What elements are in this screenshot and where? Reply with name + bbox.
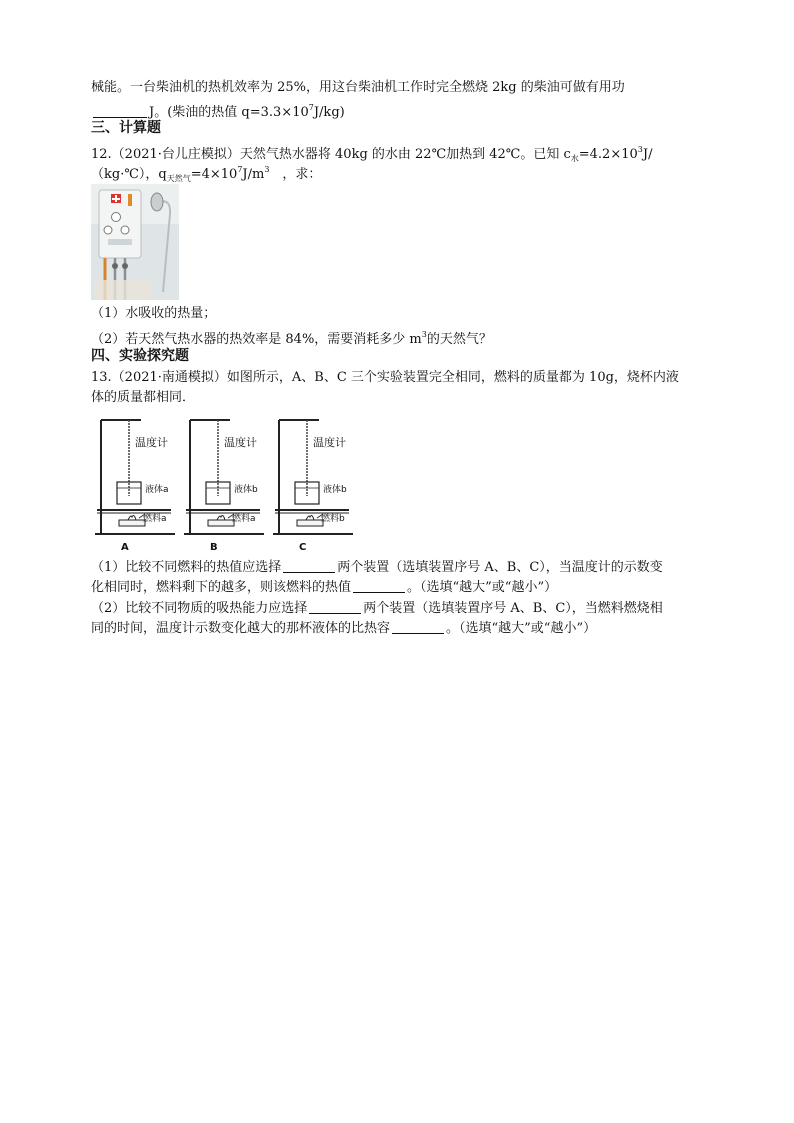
superscript: 3 [421,330,427,339]
text: 。（选填“越大”或“越小”） [446,621,597,636]
superscript: 3 [264,165,270,174]
superscript: 7 [308,103,314,112]
text: 。（选填“越大”或“越小”） [407,580,558,595]
knob-top [112,213,121,222]
text: 两个装置（选填装置序号 A、B、C），当燃料燃烧相 [363,601,663,616]
answer-blank[interactable] [93,104,147,118]
knob-left [104,226,112,234]
shower-head [151,193,163,211]
thermometer-label: 温度计 [313,436,346,449]
fuel-label: 燃料a [232,514,256,524]
text: （kg·℃），q [91,167,167,182]
text: =4.2×10 [578,147,638,162]
liquid-label: 液体b [323,485,347,495]
fuel-label: 燃料b [321,514,345,524]
text: （2）比较不同物质的吸热能力应选择 [91,601,308,616]
text: 两个装置（选填装置序号 A、B、C），当温度计的示数变 [337,560,663,575]
answer-blank[interactable] [392,620,444,634]
knob-right [121,226,129,234]
text: 械能。一台柴油机的热机效率为 25%，用这台柴油机工作时完全燃烧 2kg 的柴油可做有用功 [91,80,625,95]
section-heading-calc: 三、计算题 [91,120,161,136]
flame [217,516,225,520]
text: J/kg) [313,105,345,120]
answer-blank[interactable] [353,579,405,593]
text: 化相同时，燃料剩下的越多，则该燃料的热值 [91,580,352,595]
flame-marker [128,194,132,206]
text: J/ [642,147,653,162]
burner [208,520,234,526]
text: 同的时间，温度计示数变化越大的那杯液体的比热容 [91,621,391,636]
q13-line-2: 体的质量都相同． [91,390,196,405]
prev-question-line-1 [91,78,625,98]
thermometer-label: 温度计 [135,436,168,449]
liquid-label: 液体a [145,485,169,495]
answer-blank[interactable] [283,559,335,573]
fuel-label: 燃料a [143,514,167,524]
experiment-apparatus-figure [91,414,366,554]
flame [128,516,136,520]
setup-letter: B [210,542,218,553]
answer-blank[interactable] [309,600,361,614]
burner [297,520,323,526]
text: J/m [242,167,265,182]
apparatus-c [273,420,353,553]
text: J。(柴油的热值 q=3.3×10 [149,105,309,120]
q13-sub-2-line-2 [91,619,596,639]
text: 12.（2021·台儿庄模拟）天然气热水器将 40kg 的水由 22℃加热到 42℃。已知 c [91,147,571,162]
setup-letter: A [121,542,129,553]
thermometer-label: 温度计 [224,436,257,449]
q13-sub-1-line-2 [91,578,557,598]
q13-sub-1-line-1 [91,558,663,578]
superscript: 3 [637,145,643,154]
superscript: 7 [237,165,243,174]
q12-sub-1: （1）水吸收的热量； [91,306,217,321]
text: ，求： [269,167,322,182]
subscript: 水 [570,154,579,163]
apparatus-a [95,420,175,553]
text: =4×10 [190,167,238,182]
subscript: 天然气 [166,174,191,183]
apparatus-b [184,420,264,553]
water-heater-photo [91,184,179,300]
burner [119,520,145,526]
text: 的天然气？ [426,332,492,347]
q13-line-1: 13.（2021·南通模拟）如图所示，A、B、C 三个实验装置完全相同，燃料的质量都为 10g，烧杯内液 [91,370,679,385]
text: （1）比较不同燃料的热值应选择 [91,560,282,575]
text: （2）若天然气热水器的热效率是 84%，需要消耗多少 m [91,332,422,347]
section-heading-experiment: 四、实验探究题 [91,348,189,364]
q13-sub-2-line-1 [91,599,663,619]
setup-letter: C [299,542,307,553]
flame [306,516,314,520]
liquid-label: 液体b [234,485,258,495]
